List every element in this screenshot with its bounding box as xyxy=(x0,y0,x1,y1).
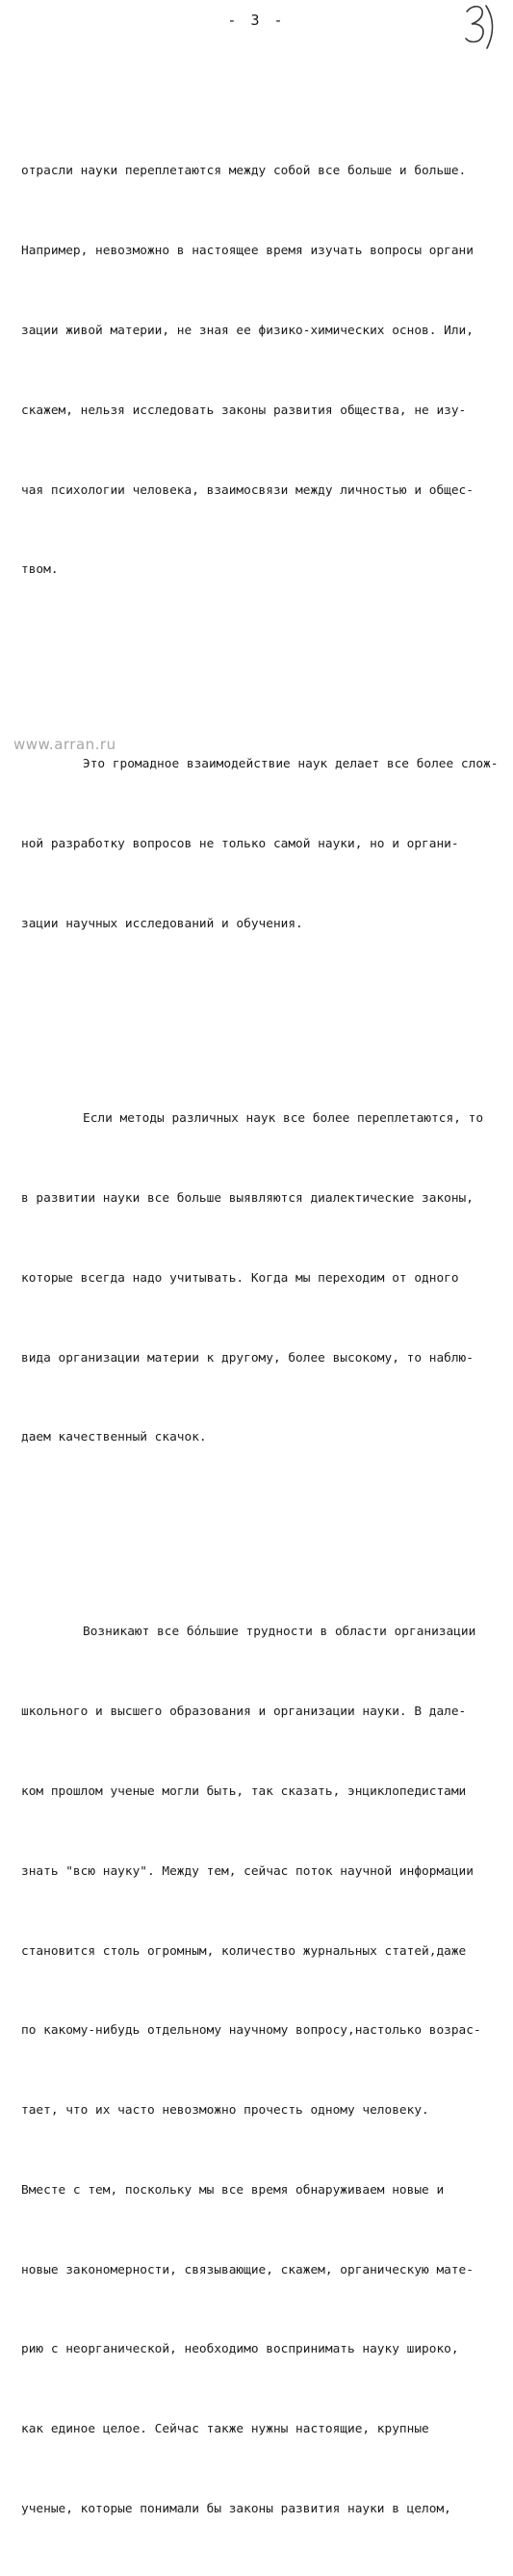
text-line: твом. xyxy=(21,562,59,578)
text-line: рию с неорганической, необходимо воспринимать науку широко, xyxy=(21,2342,459,2357)
text-line: школьного и высшего образования и организации науки. В дале- xyxy=(21,1704,467,1720)
site-watermark: www.arran.ru xyxy=(13,736,116,753)
text-line: ной разработку вопросов не только самой науки, но и органи- xyxy=(21,837,459,852)
text-line: как единое целое. Сейчас также нужны настоящие, крупные xyxy=(21,2422,429,2437)
paragraph-gap xyxy=(21,637,502,645)
text-line: в развитии науки все больше выявляются диалектические законы, xyxy=(21,1190,474,1206)
paragraph-gap xyxy=(21,1504,502,1513)
text-line: Если методы различных наук все более переплетаются, то xyxy=(83,1111,484,1127)
typed-text-body xyxy=(21,52,502,2576)
text-line: которые всегда надо учитывать. Когда мы переходим от одного xyxy=(21,1270,459,1286)
text-line: по какому-нибудь отдельному научному вопросу,настолько возрас- xyxy=(21,2023,481,2039)
paragraph-gap xyxy=(21,991,502,1000)
text-line: Это громадное взаимодействие наук делает все более слож- xyxy=(83,757,499,772)
text-line: даем качественный скачок. xyxy=(21,1430,207,1445)
page-number: - 3 - xyxy=(227,12,286,29)
text-line: ком прошлом ученые могли быть, так сказать, энциклопедистами xyxy=(21,1784,467,1799)
text-line: скажем, нельзя исследовать законы развития общества, не изу- xyxy=(21,403,467,418)
text-line: чая психологии человека, взаимосвязи между личностью и общес- xyxy=(21,482,474,498)
text-line: Вместе с тем, поскольку мы все время обнаруживаем новые и xyxy=(21,2182,445,2198)
text-line: Например, невозможно в настоящее время изучать вопросы органи xyxy=(21,244,474,259)
text-line: знать "всю науку". Между тем, сейчас поток научной информации xyxy=(21,1863,474,1879)
text-line: Возникают все бóльшие трудности в области организации xyxy=(83,1625,476,1640)
text-line: отрасли науки переплетаются между собой все больше и больше. xyxy=(21,164,467,179)
text-line: зации научных исследований и обучения. xyxy=(21,917,303,931)
text-line: новые закономерности, связывающие, скажем, органическую мате- xyxy=(21,2262,474,2277)
handwritten-folio-mark xyxy=(461,2,496,52)
text-line: вида организации материи к другому, более высокому, то наблю- xyxy=(21,1350,474,1366)
text-line: становится столь огромным, количество журнальных статей,даже xyxy=(21,1943,467,1959)
text-line: тает, что их часто невозможно прочесть одному человеку. xyxy=(21,2103,429,2119)
text-line: ученые, которые понимали бы законы развития науки в целом, xyxy=(21,2502,451,2517)
text-line: зации живой материи, не зная ее физико-химических основ. Или, xyxy=(21,323,474,338)
